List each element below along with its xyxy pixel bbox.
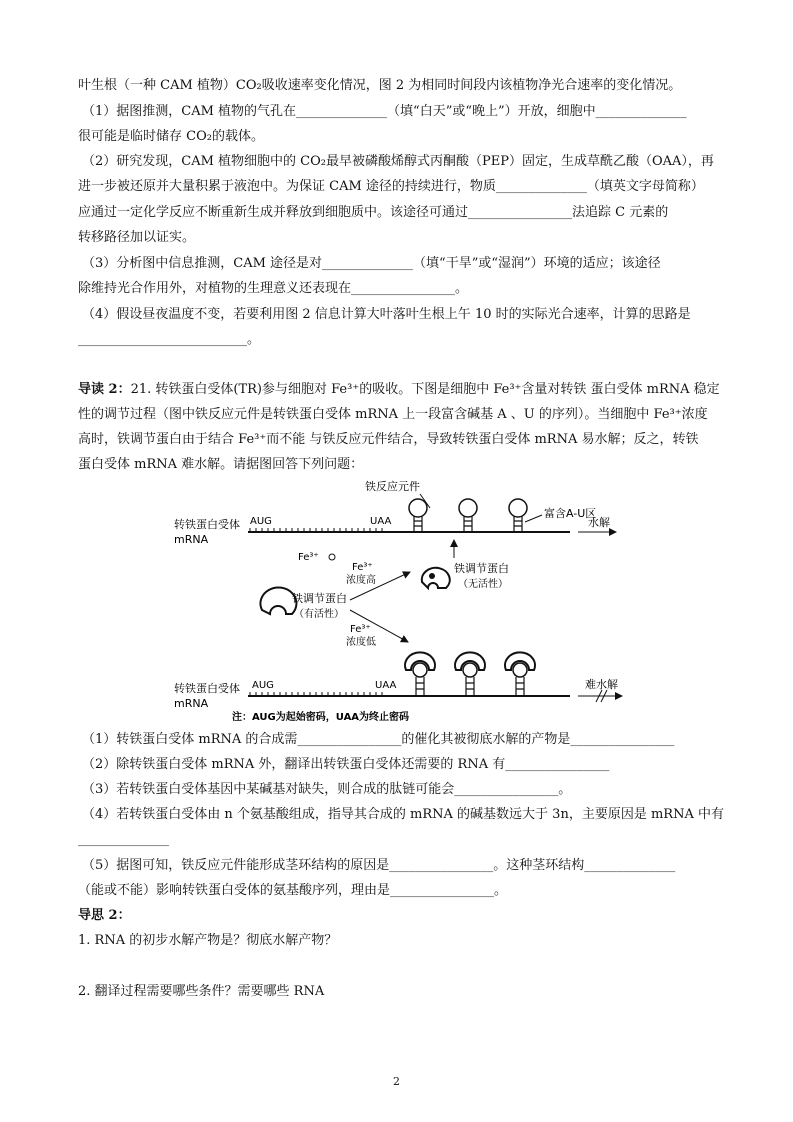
s2-question-1: （1）转铁蛋白受体 mRNA 的合成需________________的催化其被彻底水解的产物是________________ [82,732,675,747]
label-ire: 铁反应元件 [365,480,420,493]
section3-heading: 导思 2： [78,908,131,923]
section2-intro-line1 [78,381,718,399]
section2-intro2: 性的调节过程（图中铁反应元件是转铁蛋白受体 mRNA 上一段富含碱基 A 、U 的序列）。当细胞中 Fe³⁺浓度 [78,407,708,422]
label-tr-mrna-bottom-2: mRNA [174,697,209,710]
paragraph-intro: 叶生根（一种 CAM 植物）CO₂吸收速率变化情况，图 2 为相同时间段内该植物净光合速率的变化情况。 [78,78,682,93]
label-uaa-top: UAA [370,516,392,527]
label-tr-mrna-top-1: 转铁蛋白受体 [174,518,240,531]
s2-question-2: （2）除转铁蛋白受体 mRNA 外，翻译出转铁蛋白受体还需要的 RNA 有________________ [82,757,610,772]
s2-question-3: （3）若转铁蛋白受体基因中某碱基对缺失，则合成的肽链可能会________________。 [82,782,572,797]
question-4a: （4）假设昼夜温度不变，若要利用图 2 信息计算大叶落叶生根上午 10 时的实际光合速率，计算的思路是 [82,307,691,322]
question-2a: （2）研究发现，CAM 植物细胞中的 CO₂最早被磷酸烯醇式丙酮酸（PEP）固定，生成草酰乙酸（OAA），再 [82,154,714,169]
bound-stem-loop-3 [505,652,535,696]
label-fe-high-2: 浓度高 [346,575,376,586]
question-3b: 除维持光合作用外，对植物的生理意义还表现在________________。 [78,281,469,296]
s3-question-1: 1. RNA 的初步水解产物是？彻底水解产物？ [78,933,338,948]
section2-intro1: 21. 转铁蛋白受体(TR)参与细胞对 Fe³⁺的吸收。下图是细胞中 Fe³⁺含量对转铁 蛋白受体 mRNA 稳定 [130,382,720,397]
label-uaa-bottom: UAA [375,680,397,691]
page-number: 2 [393,1075,400,1088]
iron-regulation-diagram [170,480,640,730]
s2-question-4b: ______________ [78,832,169,847]
fe-ion-dot [329,554,335,560]
section2-intro3: 高时，铁调节蛋白由于结合 Fe³⁺而不能 与铁反应元件结合，导致转铁蛋白受体 mRNA 易水解；反之，转铁 [78,432,699,447]
question-3a: （3）分析图中信息推测，CAM 途径是对______________（填“干旱”或“湿润”）环境的适应；该途径 [82,256,661,271]
label-tr-mrna-bottom-1: 转铁蛋白受体 [174,682,240,695]
label-fe-high-1: Fe³⁺ [352,562,373,573]
section2-heading: 导读 2： [78,382,131,397]
question-4b: __________________________。 [78,332,261,347]
label-irp-inactive-1: 铁调节蛋白 [454,562,509,575]
label-fe-low-2: 浓度低 [346,637,376,648]
question-1b: 很可能是临时储存 CO₂的载体。 [78,129,264,144]
label-hydrolysis: 水解 [588,516,610,529]
label-irp-active-1: 铁调节蛋白 [292,592,347,605]
s3-question-2: 2. 翻译过程需要哪些条件？需要哪些 RNA [78,984,325,999]
stem-loop-top-3 [509,499,527,532]
question-1a: （1）据图推测，CAM 植物的气孔在______________（填“白天”或“晚上”）开放，细胞中______________ [82,104,687,119]
diagram-note: 注：AUG为起始密码，UAA为终止密码 [232,712,410,723]
bound-stem-loop-2 [455,652,485,696]
label-tr-mrna-top-2: mRNA [174,533,209,546]
au-pointer [525,515,542,522]
label-fe-low-1: Fe³⁺ [350,624,371,635]
label-au-region: 富含A-U区 [544,507,597,520]
question-2c: 应通过一定化学反应不断重新生成并释放到细胞质中。该途径可通过________________法追踪 C 元素的 [78,205,669,220]
stem-loop-top-2 [459,499,477,532]
ire-pointer [420,494,430,508]
label-aug-top: AUG [250,516,272,527]
label-irp-active-2: （有活性） [294,609,344,620]
question-2b: 进一步被还原并大量积累于液泡中。为保证 CAM 途径的持续进行，物质______________（填英文字母简称） [78,179,704,194]
label-fe-ion: Fe³⁺ [298,552,319,563]
s2-question-5a: （5）据图可知，铁反应元件能形成茎环结构的原因是________________。这种茎环结构______________ [82,858,676,873]
bound-stem-loop-1 [405,652,435,696]
irp-inactive-shape [422,568,450,588]
label-hard-hydrolysis: 难水解 [585,678,618,691]
s2-question-4a: （4）若转铁蛋白受体由 n 个氨基酸组成，指导其合成的 mRNA 的碱基数远大于 3n，主要原因是 mRNA 中有 [82,807,724,822]
section2-intro4: 蛋白受体 mRNA 难水解。请据图回答下列问题： [78,457,364,472]
label-irp-inactive-2: （无活性） [458,579,508,590]
s2-question-5b: （能或不能）影响转铁蛋白受体的氨基酸序列，理由是________________。 [78,883,508,898]
stem-loop-top-1 [409,499,427,532]
label-aug-bottom: AUG [252,680,274,691]
question-2d: 转移路径加以证实。 [78,230,196,245]
